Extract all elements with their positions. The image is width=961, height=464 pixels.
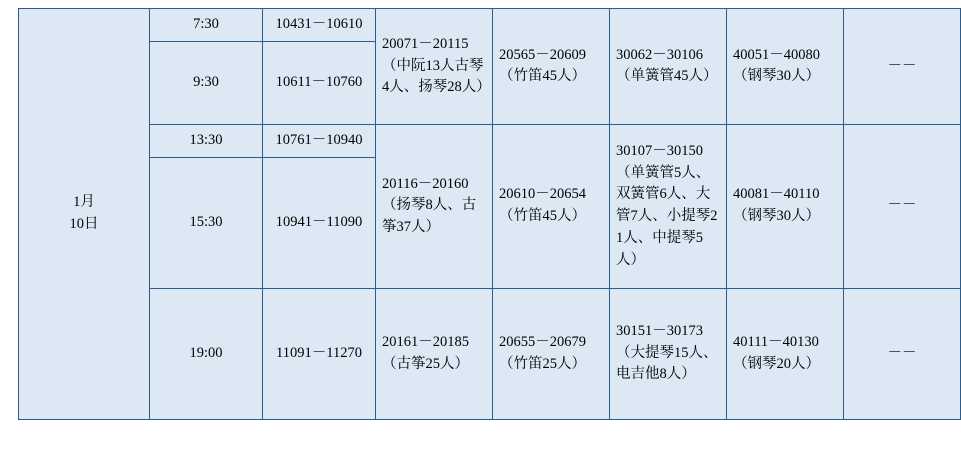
- group-range: 40081－40110: [733, 186, 820, 203]
- exam-schedule-table: [18, 8, 961, 420]
- group-detail: （古筝25人）: [382, 355, 469, 372]
- group-cell-col4: [493, 124, 610, 288]
- time-value: 9:30: [193, 73, 219, 90]
- group-detail: （扬琴8人、古筝37人）: [382, 197, 477, 235]
- time-cell: [150, 9, 263, 42]
- group-range: 20161－20185: [382, 333, 469, 350]
- group-cell-col5: [610, 288, 727, 419]
- number-range-cell: [263, 9, 376, 42]
- group-detail: （单簧管45人）: [616, 68, 718, 85]
- group-cell-col5: [610, 124, 727, 288]
- group-detail: （竹笛25人）: [499, 355, 586, 372]
- number-range-value: 10761－10940: [275, 131, 363, 148]
- time-value: 7:30: [193, 16, 219, 32]
- empty-dash-cell: －－: [844, 288, 961, 419]
- group-detail: （钢琴30人）: [733, 208, 820, 225]
- empty-dash-cell: －－: [844, 9, 961, 125]
- number-range-value: 11091－11270: [276, 344, 362, 361]
- group-range: 30151－30173: [616, 322, 703, 339]
- time-value: 19:00: [189, 344, 223, 361]
- group-cell-col3: [376, 288, 493, 419]
- group-detail: （钢琴20人）: [733, 355, 820, 372]
- group-range: 20565－20609: [499, 46, 586, 63]
- group-cell-col6: [727, 9, 844, 125]
- number-range-cell: [263, 157, 376, 288]
- table-row: [19, 288, 961, 419]
- time-cell: [150, 288, 263, 419]
- date-label-line1: 1月: [73, 194, 95, 210]
- group-cell-col6: [727, 288, 844, 419]
- number-range-cell: [263, 288, 376, 419]
- group-range: 40051－40080: [733, 46, 820, 63]
- group-detail: （钢琴30人）: [733, 68, 820, 85]
- group-cell-col5: [610, 9, 727, 125]
- group-detail: （竹笛45人）: [499, 68, 586, 85]
- group-detail: （大提琴15人、电吉他8人）: [616, 344, 718, 383]
- group-cell-col4: [493, 9, 610, 125]
- table-row: [19, 9, 961, 42]
- group-range: 20610－20654: [499, 186, 586, 203]
- group-range: 40111－40130: [733, 333, 819, 350]
- group-range: 30062－30106: [616, 46, 703, 63]
- number-range-cell: [263, 124, 376, 157]
- date-cell: [19, 9, 150, 420]
- number-range-value: 10941－11090: [275, 213, 363, 230]
- date-label-line2: 10日: [69, 215, 99, 232]
- time-value: 13:30: [189, 131, 223, 148]
- group-cell-col6: [727, 124, 844, 288]
- number-range-value: 10431－10610: [275, 16, 363, 32]
- table-row: [19, 124, 961, 157]
- group-cell-col4: [493, 288, 610, 419]
- group-detail: （竹笛45人）: [499, 208, 586, 225]
- group-detail: （单簧管5人、双簧管6人、大管7人、小提琴21人、中提琴5人）: [616, 164, 718, 268]
- group-range: 20655－20679: [499, 333, 586, 350]
- time-value: 15:30: [189, 213, 223, 230]
- group-range: 30107－30150: [616, 142, 703, 159]
- group-cell-col3: [376, 9, 493, 125]
- number-range-cell: [263, 41, 376, 124]
- group-cell-col3: [376, 124, 493, 288]
- group-range: 20116－20160: [382, 175, 469, 192]
- number-range-value: 10611－10760: [275, 73, 363, 90]
- empty-dash-cell: －－: [844, 124, 961, 288]
- time-cell: [150, 41, 263, 124]
- time-cell: [150, 124, 263, 157]
- group-range: 20071－20115: [382, 35, 469, 52]
- group-detail: （中阮13人古琴4人、扬琴28人）: [382, 57, 491, 96]
- time-cell: [150, 157, 263, 288]
